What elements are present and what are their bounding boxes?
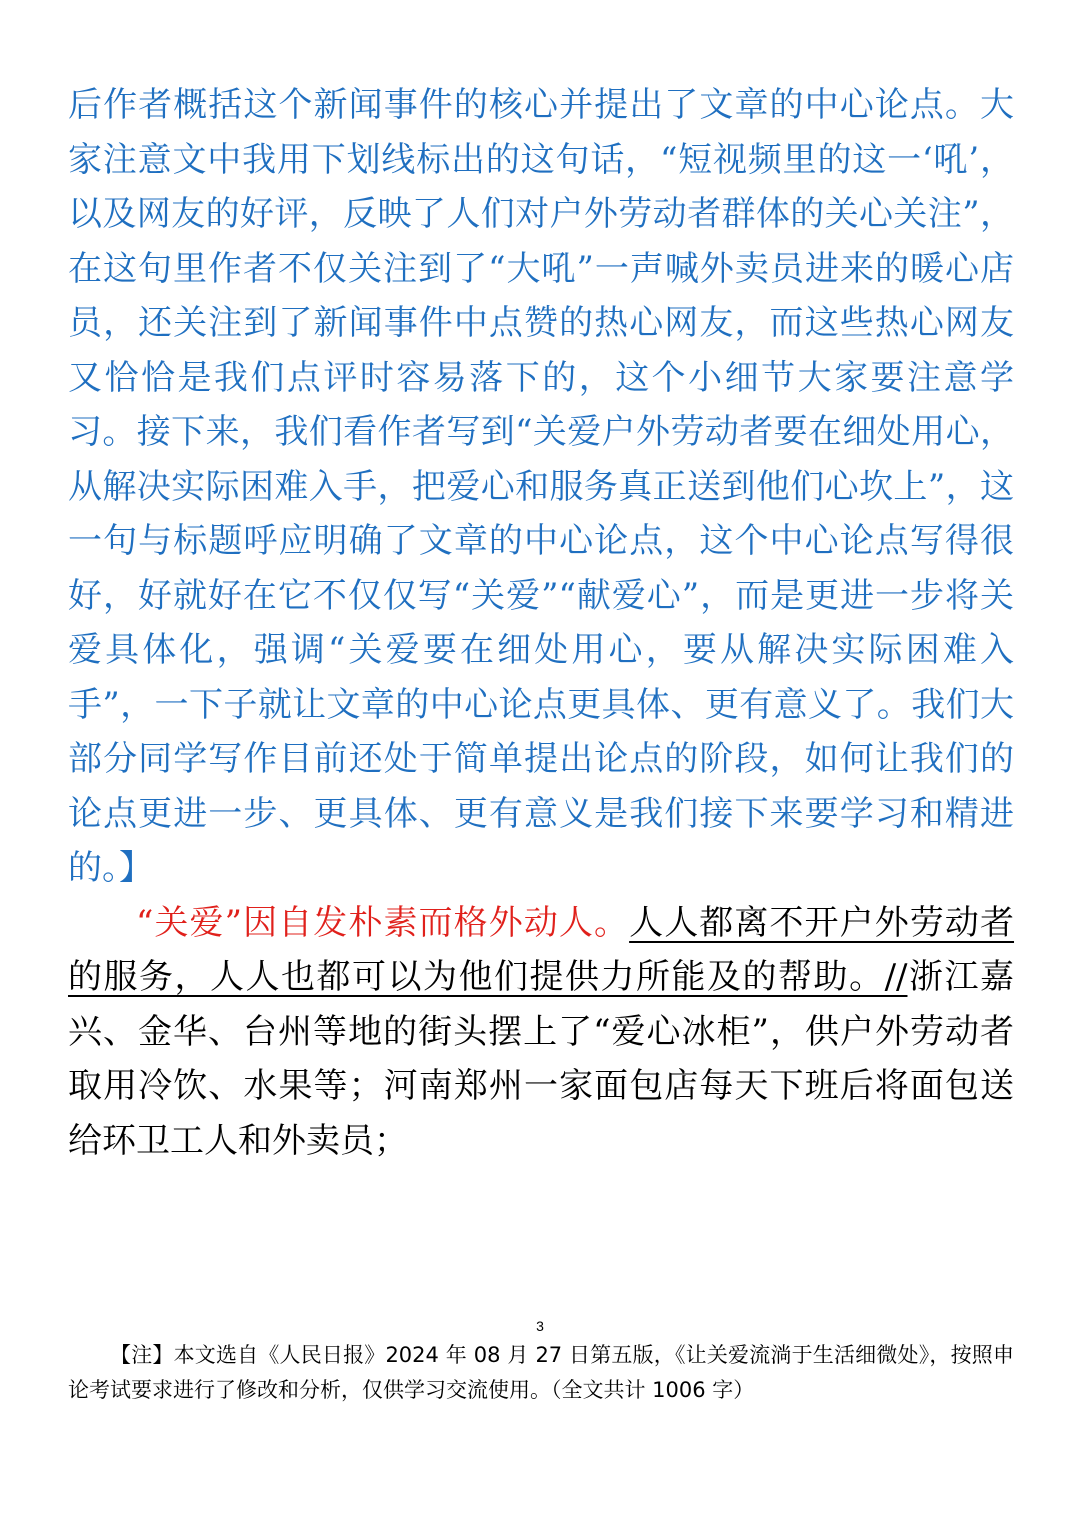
footnote: 【注】本文选自《人民日报》2024 年 08 月 27 日第五版，《让关爱流淌于生活细微处》，按照申论考试要求进行了修改和分析，仅供学习交流使用。（全文共计 1006 字） [68,1343,1014,1402]
article-paragraph [68,896,1014,1169]
underlined-thesis-sentence: 人人都离不开户外劳动者的服务，人人也都可以为他们提供力所能及的帮助。// [68,902,1015,997]
article-paragraph-text: 浙江嘉兴、金华、台州等地的街头摆上了“爱心冰柜”，供户外劳动者取用冷饮、水果等；河南郑州一家面包店每天下班后将面包送给环卫工人和外卖员； [68,957,1014,1161]
red-lead-sentence: “关爱”因自发朴素而格外动人。 [136,902,630,943]
document-body [68,78,1014,1202]
page-number: 3 [536,1318,544,1334]
commentary-paragraph: 后作者概括这个新闻事件的核心并提出了文章的中心论点。大家注意文中我用下划线标出的这句话，“短视频里的这一‘吼’，以及网友的好评，反映了人们对户外劳动者群体的关心关注”，在这句里作者不仅关注到了“大吼”一声喊外卖员进来的暖心店员，还关注到了新闻事件中点赞的热心网友，而这些热心网友又恰恰是我们点评时容易落下的，这个小细节大家要注意学习。接下来，我们看作者写到“关爱户外劳动者要在细处用心，从解决实际困难入手，把爱心和服务真正送到他们心坎上”，这一句与标题呼应明确了文章的中心论点，这个中心论点写得很好，好就好在它不仅仅写“关爱”“献爱心”，而是更进一步将关爱具体化，强调“关爱要在细处用心，要从解决实际困难入手”，一下子就让文章的中心论点更具体、更有意义了。我们大部分同学写作目前还处于简单提出论点的阶段，如何让我们的论点更进一步、更具体、更有意义是我们接下来要学习和精进的。】 [68,85,1014,888]
